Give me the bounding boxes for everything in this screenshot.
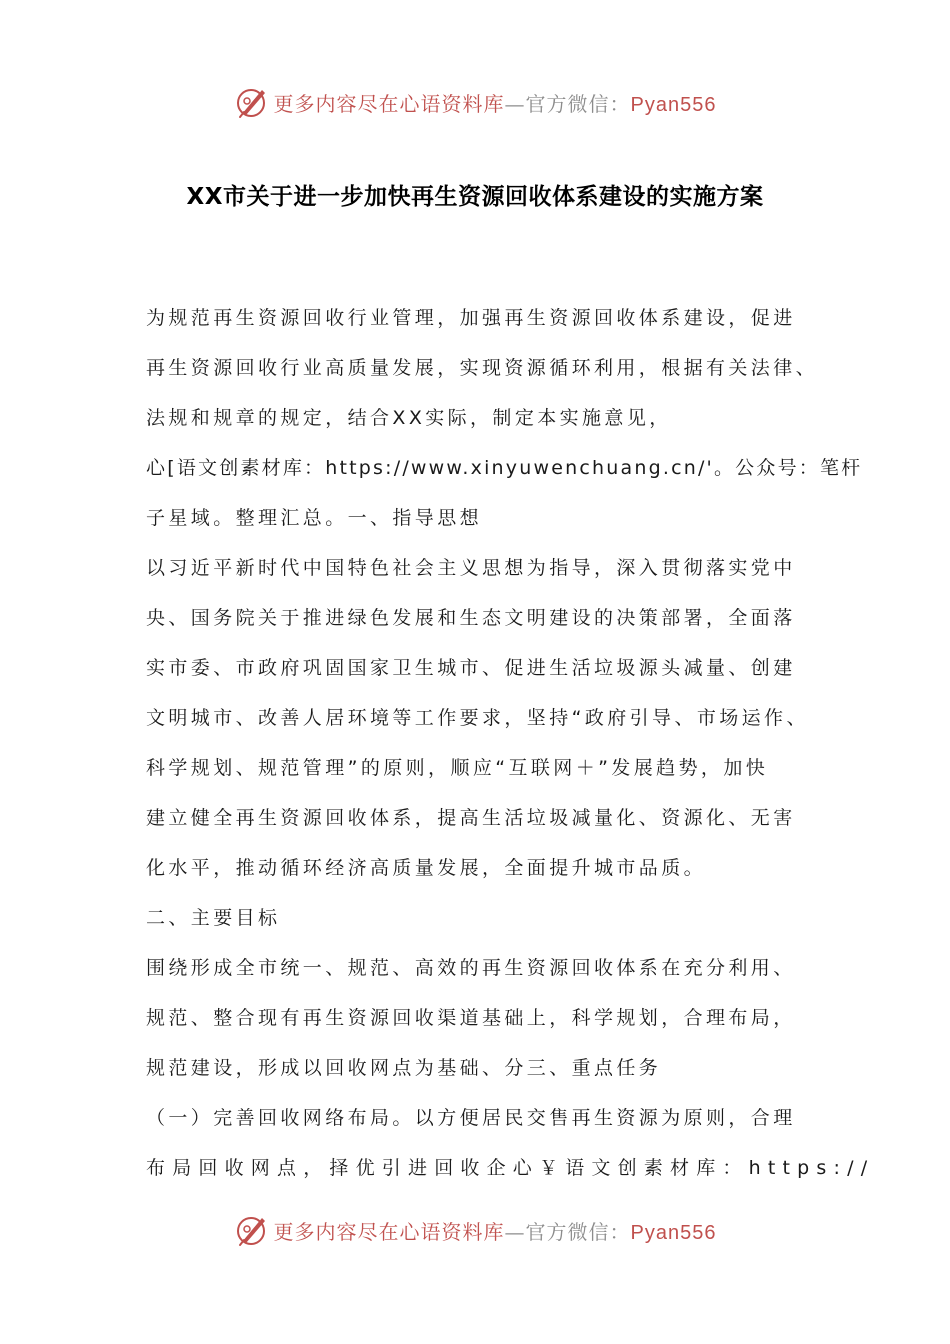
watermark-banner-top xyxy=(0,82,950,122)
body-line: 实市委、市政府巩固国家卫生城市、促进生活垃圾源头减量、创建 xyxy=(146,657,796,679)
body-line: 为规范再生资源回收行业管理，加强再生资源回收体系建设，促进 xyxy=(146,307,796,329)
watermark-dash: — xyxy=(504,1219,526,1244)
body-line: 法规和规章的规定，结合XX实际，制定本实施意见， xyxy=(146,407,672,429)
body-line: 以习近平新时代中国特色社会主义思想为指导，深入贯彻落实党中 xyxy=(146,557,796,579)
body-line: 规范、整合现有再生资源回收渠道基础上，科学规划，合理布局， xyxy=(146,1007,796,1029)
document-title: XX市关于进一步加快再生资源回收体系建设的实施方案 xyxy=(186,184,764,210)
body-line: （一）完善回收网络布局。以方便居民交售再生资源为原则，合理 xyxy=(146,1107,796,1129)
watermark-site: 更多内容尽在心语资料库 xyxy=(273,91,505,116)
quill-pen-logo-icon xyxy=(234,1212,270,1248)
watermark-wechat-id: Pyan556 xyxy=(630,93,717,116)
watermark-wechat-id: Pyan556 xyxy=(630,1221,717,1244)
body-line: 再生资源回收行业高质量发展，实现资源循环利用，根据有关法律、 xyxy=(146,357,819,379)
body-line: 子星域。整理汇总。一、指导思想 xyxy=(146,507,483,529)
quill-pen-logo-icon xyxy=(234,84,270,120)
watermark-wechat-label: 官方微信： xyxy=(525,1219,631,1244)
body-line: 建立健全再生资源回收体系，提高生活垃圾减量化、资源化、无害 xyxy=(146,807,796,829)
body-line: 化水平，推动循环经济高质量发展，全面提升城市品质。 xyxy=(146,857,707,879)
body-line: 规范建设，形成以回收网点为基础、分三、重点任务 xyxy=(146,1057,662,1079)
body-line: 布局回收网点，择优引进回收企心￥语文创素材库：https:// xyxy=(146,1157,875,1179)
body-line: 科学规划、规范管理”的原则，顺应“互联网＋”发展趋势，加快 xyxy=(146,757,769,779)
body-line: 围绕形成全市统一、规范、高效的再生资源回收体系在充分利用、 xyxy=(146,957,796,979)
body-line: 心[语文创素材库：https://www.xinyuwenchuang.cn/'。公众号：笔杆 xyxy=(146,457,863,479)
body-line: 文明城市、改善人居环境等工作要求，坚持“政府引导、市场运作、 xyxy=(146,707,809,729)
body-line: 央、国务院关于推进绿色发展和生态文明建设的决策部署，全面落 xyxy=(146,607,796,629)
watermark-wechat-label: 官方微信： xyxy=(525,91,631,116)
section-heading: 二、主要目标 xyxy=(146,907,281,929)
document-body xyxy=(146,298,875,1198)
watermark-text xyxy=(274,1216,717,1245)
watermark-text xyxy=(274,88,717,117)
watermark-site: 更多内容尽在心语资料库 xyxy=(273,1219,505,1244)
watermark-dash: — xyxy=(504,91,526,116)
watermark-banner-bottom xyxy=(0,1210,950,1250)
